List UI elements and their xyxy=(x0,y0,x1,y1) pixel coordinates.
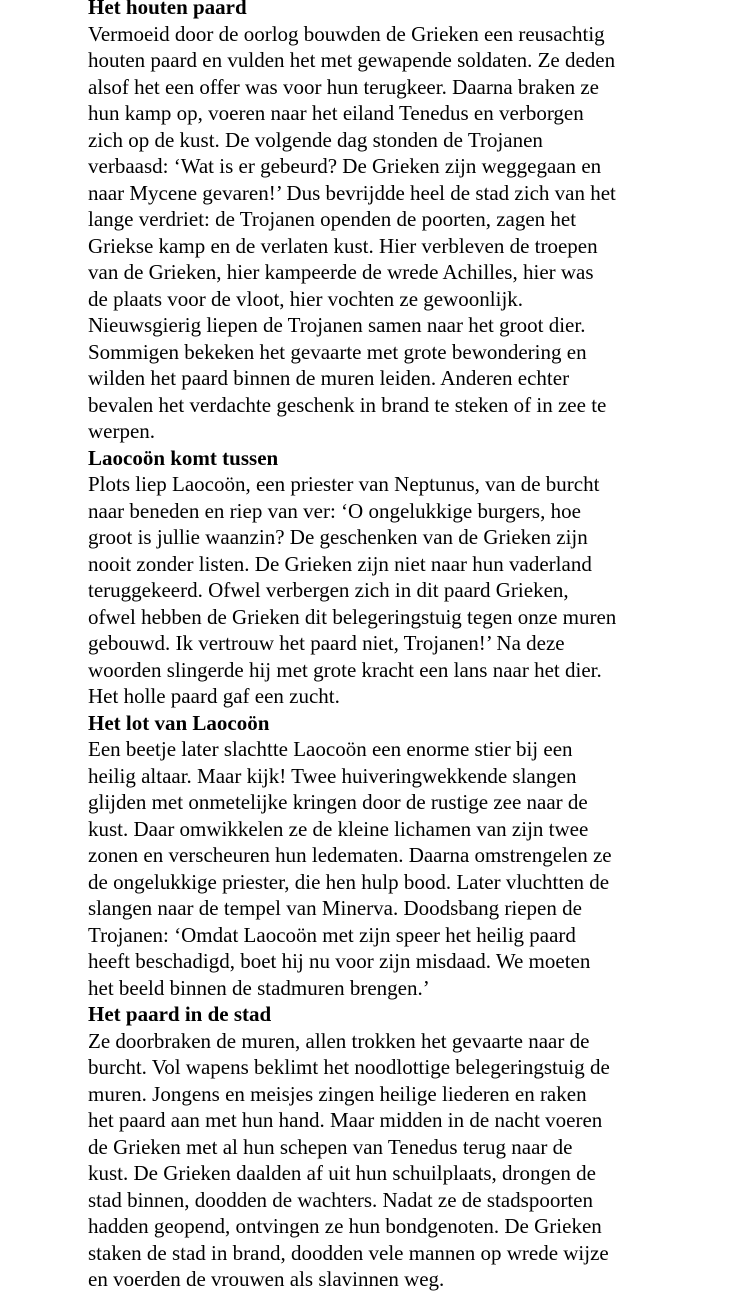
text-line: zich op de kust. De volgende dag stonden de Trojanen xyxy=(88,127,543,152)
text-line: zonen en verscheuren hun ledematen. Daarna omstrengelen ze xyxy=(88,843,612,867)
section-het-houten-paard xyxy=(88,0,668,445)
text-line: kust. Daar omwikkelen ze de kleine lichamen van zijn twee xyxy=(88,816,589,841)
section-heading xyxy=(88,710,668,737)
section-body xyxy=(88,21,668,445)
text-line: lange verdriet: de Trojanen openden de poorten, zagen het xyxy=(88,207,577,231)
text-line: de ongelukkige priester, die hen hulp bood. Later vluchtten de xyxy=(88,869,610,894)
text-line: heeft beschadigd, boet hij nu voor zijn misdaad. We moeten xyxy=(88,949,591,973)
text-line: en voerden de vrouwen als slavinnen weg. xyxy=(88,1267,445,1291)
text-line: hadden geopend, ontvingen ze hun bondgenoten. De Grieken xyxy=(88,1214,602,1238)
text-line: verbaasd: ‘Wat is er gebeurd? De Grieken zijn weggegaan en xyxy=(88,154,602,178)
text-line: Ze doorbraken de muren, allen trokken het gevaarte naar de xyxy=(88,1028,590,1053)
text-line: de Grieken met al hun schepen van Tenedus terug naar de xyxy=(88,1134,573,1159)
section-body xyxy=(88,471,668,710)
heading-text: Het houten paard xyxy=(88,0,247,19)
text-line: Vermoeid door de oorlog bouwden de Grieken een reusachtig xyxy=(88,21,605,46)
text-line: naar beneden en riep van ver: ‘O ongelukkige burgers, hoe xyxy=(88,498,581,523)
section-het-lot-van-laocoon xyxy=(88,710,668,1002)
section-body xyxy=(88,1028,668,1293)
heading-text: Het paard in de stad xyxy=(88,1002,272,1026)
text-line: hun kamp op, voeren naar het eiland Tenedus en verborgen xyxy=(88,101,584,125)
section-body xyxy=(88,736,668,1001)
text-line: het beeld binnen de stadmuren brengen.’ xyxy=(88,975,430,1000)
heading-text: Laocoön komt tussen xyxy=(88,445,279,470)
section-het-paard-in-de-stad xyxy=(88,1001,668,1293)
text-line: stad binnen, doodden de wachters. Nadat ze de stadspoorten xyxy=(88,1187,594,1212)
text-line: Sommigen bekeken het gevaarte met grote bewondering en xyxy=(88,339,587,364)
section-heading xyxy=(88,0,668,21)
section-heading xyxy=(88,1001,668,1028)
text-line: woorden slingerde hij met grote kracht een lans naar het dier. xyxy=(88,657,602,682)
text-line: Een beetje later slachtte Laocoön een enorme stier bij een xyxy=(88,737,573,761)
text-line: het paard aan met hun hand. Maar midden in de nacht voeren xyxy=(88,1108,603,1132)
text-line: gebouwd. Ik vertrouw het paard niet, Trojanen!’ Na deze xyxy=(88,631,565,655)
text-line: wilden het paard binnen de muren leiden. Anderen echter xyxy=(88,366,570,390)
text-line: Plots liep Laocoön, een priester van Neptunus, van de burcht xyxy=(88,472,600,496)
text-line: van de Grieken, hier kampeerde de wrede Achilles, hier was xyxy=(88,260,594,284)
text-line: werpen. xyxy=(88,419,156,443)
document xyxy=(88,0,668,1293)
heading-text: Het lot van Laocoön xyxy=(88,710,270,735)
text-line: glijden met onmetelijke kringen door de rustige zee naar de xyxy=(88,790,588,814)
text-line: burcht. Vol wapens beklimt het noodlottige belegeringstuig de xyxy=(88,1055,610,1079)
text-line: de plaats voor de vloot, hier vochten ze gewoonlijk. xyxy=(88,286,524,311)
text-line: groot is jullie waanzin? De geschenken van de Grieken zijn xyxy=(88,525,588,549)
text-line: staken de stad in brand, doodden vele mannen op wrede wijze xyxy=(88,1240,609,1265)
text-line: Trojanen: ‘Omdat Laocoön met zijn speer het heilig paard xyxy=(88,922,576,947)
text-line: alsof het een offer was voor hun terugkeer. Daarna braken ze xyxy=(88,74,599,99)
text-line: teruggekeerd. Ofwel verbergen zich in dit paard Grieken, xyxy=(88,578,569,602)
text-line: naar Mycene gevaren!’ Dus bevrijdde heel de stad zich van het xyxy=(88,180,616,205)
section-laocoon-komt-tussen xyxy=(88,445,668,710)
text-line: Nieuwsgierig liepen de Trojanen samen naar het groot dier. xyxy=(88,313,586,337)
text-line: Griekse kamp en de verlaten kust. Hier verbleven de troepen xyxy=(88,233,598,258)
text-line: houten paard en vulden het met gewapende soldaten. Ze deden xyxy=(88,48,616,72)
text-line: muren. Jongens en meisjes zingen heilige liederen en raken xyxy=(88,1081,587,1106)
text-line: ofwel hebben de Grieken dit belegeringstuig tegen onze muren xyxy=(88,604,617,629)
text-line: bevalen het verdachte geschenk in brand te steken of in zee te xyxy=(88,392,607,417)
text-line: heilig altaar. Maar kijk! Twee huiveringwekkende slangen xyxy=(88,763,577,788)
text-line: kust. De Grieken daalden af uit hun schuilplaats, drongen de xyxy=(88,1161,596,1185)
text-line: nooit zonder listen. De Grieken zijn niet naar hun vaderland xyxy=(88,551,592,576)
text-line: slangen naar de tempel van Minerva. Doodsbang riepen de xyxy=(88,896,582,920)
text-line: Het holle paard gaf een zucht. xyxy=(88,684,340,708)
section-heading xyxy=(88,445,668,472)
